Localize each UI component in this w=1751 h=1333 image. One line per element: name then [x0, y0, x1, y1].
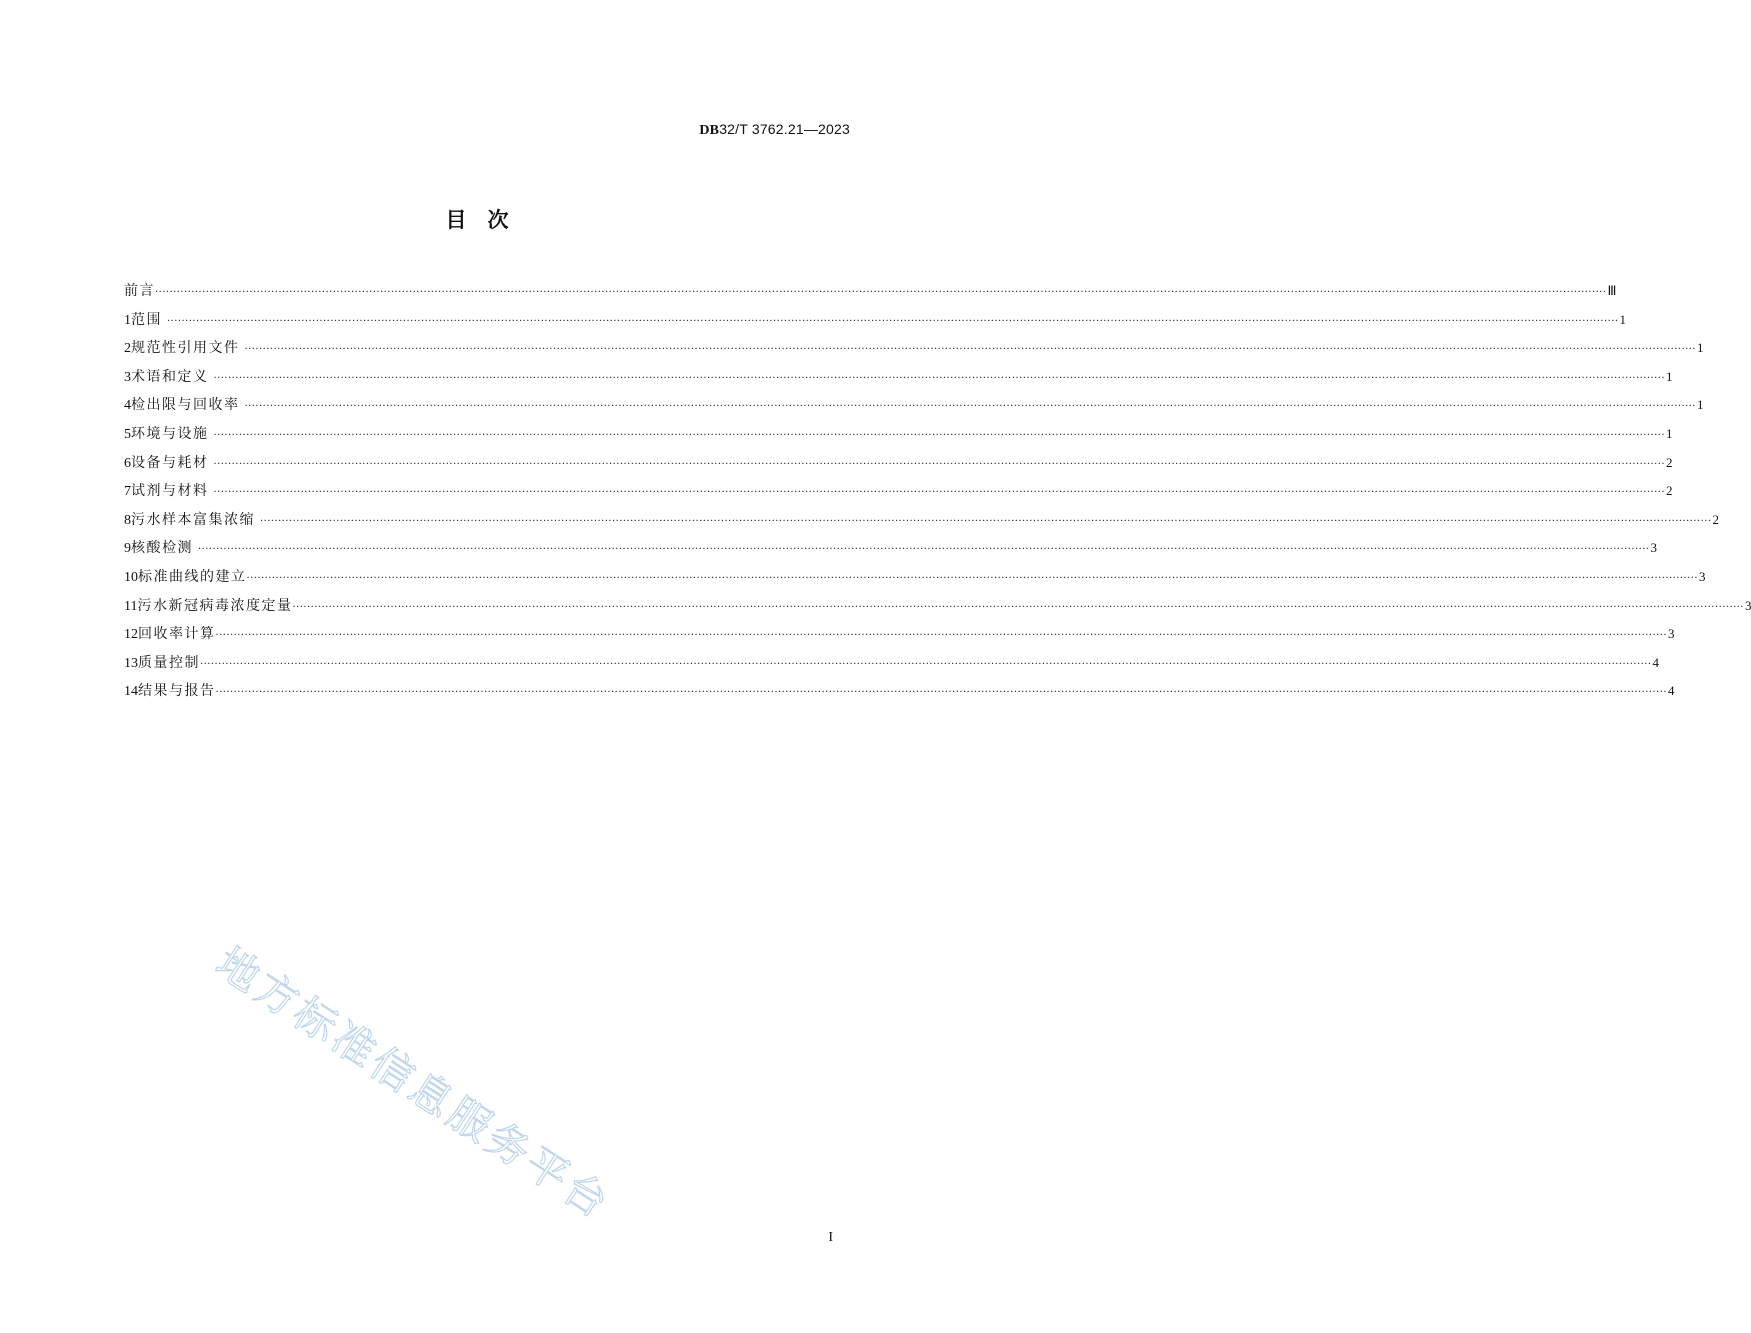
toc-leader-dots: ················································································································································································································································································································································································································ [244, 344, 1696, 356]
standard-prefix: DB [699, 123, 720, 138]
toc-leader-dots: ················································································································································································································································································································································································································ [292, 601, 1744, 613]
toc-entry-number: 13 [124, 655, 138, 671]
toc-leader-dots: ················································································································································································································································································································································································································ [246, 572, 1698, 584]
toc-entry-page: 4 [1652, 654, 1659, 670]
toc-leader-dots: ················································································································································································································································································································································································································ [260, 515, 1712, 527]
toc-leader-dots: ················································································································································································································································································································································································································ [244, 401, 1696, 413]
toc-entry[interactable] [124, 592, 1751, 621]
toc-entry-number: 8 [124, 512, 131, 528]
toc-entry-number: 3 [124, 369, 131, 385]
toc-entry[interactable] [124, 420, 1673, 449]
toc-entry-page: 3 [1667, 626, 1675, 642]
toc-entry-label: 范围 [131, 311, 162, 328]
standard-code: 32/T 3762.21—2023 [719, 121, 850, 137]
toc-entry-number: 12 [124, 627, 138, 643]
toc-leader-dots: ················································································································································································································································································································································································································ [200, 658, 1652, 670]
standard-number [699, 121, 850, 139]
toc-leader-dots: ················································································································································································································································································································································································································ [213, 487, 1665, 499]
watermark: 地方标准信息服务平台 [207, 937, 620, 1230]
toc-entry[interactable] [124, 563, 1706, 592]
page-title: 目次 [445, 208, 530, 232]
toc-entry-page: 1 [1696, 397, 1704, 413]
toc-entry-number: 7 [124, 484, 131, 500]
toc-entry[interactable] [124, 534, 1657, 563]
toc-entry[interactable] [124, 477, 1673, 506]
toc-leader-dots: ················································································································································································································································································································································································································ [155, 287, 1607, 298]
toc-entry-number: 10 [124, 569, 138, 585]
page-number: I [828, 1230, 833, 1245]
toc-entry-label: 回收率计算 [138, 626, 216, 643]
toc-entry[interactable] [124, 677, 1675, 706]
toc-entry-page: Ⅲ [1607, 283, 1617, 298]
toc-entry-page: 4 [1667, 683, 1675, 699]
toc-entry-number: 9 [124, 541, 131, 557]
toc-leader-dots: ················································································································································································································································································································································································································ [198, 544, 1650, 556]
toc-entry[interactable] [124, 306, 1626, 335]
toc-entry-label: 污水新冠病毒浓度定量 [137, 597, 293, 614]
toc-leader-dots: ················································································································································································································································································································································································································ [167, 315, 1619, 327]
toc-entry-number: 6 [124, 455, 131, 471]
toc-entry-page: 1 [1665, 368, 1673, 384]
toc-entry[interactable] [124, 363, 1673, 392]
toc-entry-label: 环境与设施 [131, 425, 209, 442]
toc-entry-label: 质量控制 [138, 654, 200, 671]
toc-entry-foreword[interactable] [124, 277, 1617, 306]
toc-entry-label: 试剂与材料 [131, 483, 209, 500]
toc-entry-page: 2 [1665, 483, 1673, 499]
toc-leader-dots: ················································································································································································································································································································································································································ [213, 429, 1665, 441]
toc-entry-number: 4 [124, 398, 131, 414]
toc-entry-page: 1 [1619, 311, 1626, 327]
toc-entry-label: 检出限与回收率 [131, 397, 240, 414]
toc-entry[interactable] [124, 391, 1704, 420]
toc-leader-dots: ················································································································································································································································································································································································································ [213, 458, 1665, 470]
toc-entry[interactable] [124, 449, 1673, 478]
toc-entry[interactable] [124, 649, 1659, 678]
toc-entry-label: 污水样本富集浓缩 [131, 511, 255, 528]
toc-entry-label: 核酸检测 [131, 540, 193, 557]
toc-entry[interactable] [124, 620, 1675, 649]
toc-leader-dots: ················································································································································································································································································································································································································ [215, 687, 1667, 699]
toc-entry-label: 标准曲线的建立 [138, 568, 247, 585]
toc-entry-label: 前言 [124, 283, 155, 299]
toc-entry[interactable] [124, 334, 1704, 363]
toc-entry-page: 3 [1650, 540, 1657, 556]
toc-entry-label: 术语和定义 [131, 368, 209, 385]
table-of-contents [124, 277, 1751, 706]
toc-entry-number: 5 [124, 426, 131, 442]
toc-entry-page: 2 [1712, 511, 1719, 527]
toc-entry-number: 1 [124, 312, 131, 328]
toc-leader-dots: ················································································································································································································································································································································································································ [213, 372, 1665, 384]
toc-entry-page: 3 [1744, 597, 1751, 613]
toc-entry-page: 3 [1698, 568, 1706, 584]
toc-entry-label: 结果与报告 [138, 683, 216, 700]
toc-leader-dots: ················································································································································································································································································································································································································ [215, 630, 1667, 642]
toc-entry-page: 1 [1665, 425, 1673, 441]
toc-entry-page: 1 [1696, 340, 1704, 356]
toc-entry-number: 14 [124, 684, 138, 700]
toc-entry-number: 2 [124, 341, 131, 357]
toc-entry-page: 2 [1665, 454, 1673, 470]
toc-entry-label: 规范性引用文件 [131, 340, 240, 357]
toc-entry-number: 11 [124, 598, 138, 614]
toc-entry-label: 设备与耗材 [131, 454, 209, 471]
toc-entry[interactable] [124, 506, 1719, 535]
